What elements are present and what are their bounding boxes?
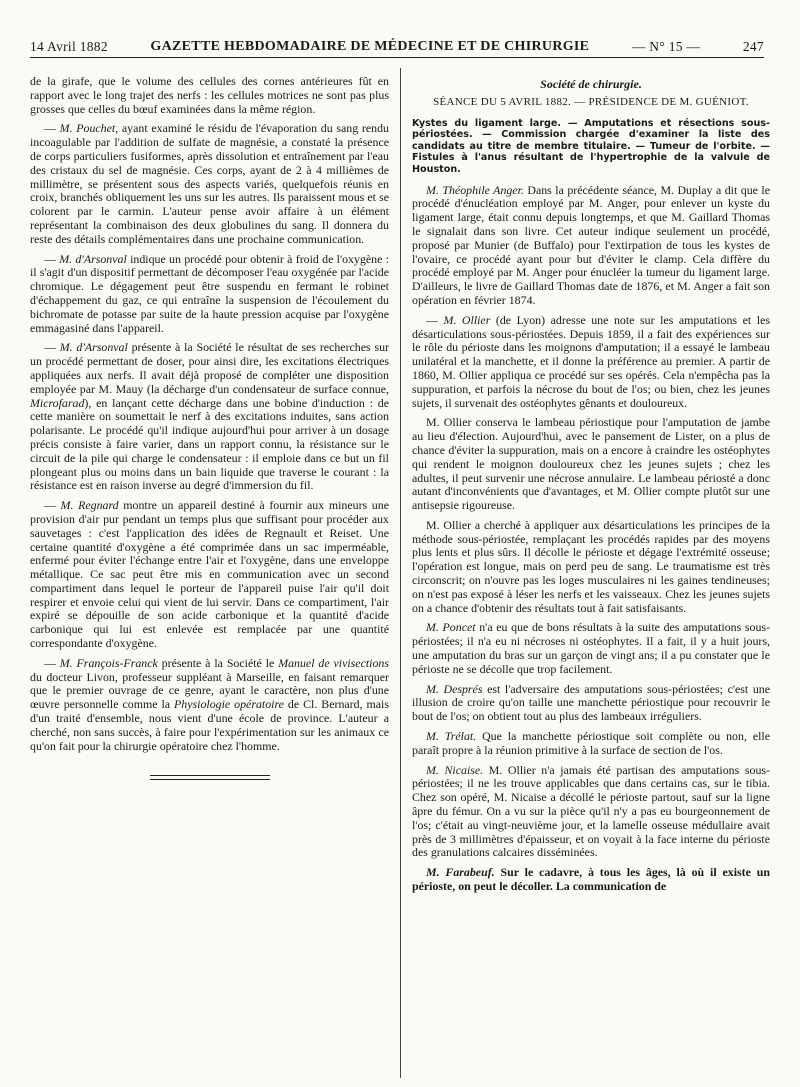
paragraph	[412, 866, 770, 894]
book-title: Physiologie opératoire	[174, 697, 284, 712]
header-issue-number: — N° 15 —	[631, 39, 701, 54]
speaker-name: M. Ollier	[443, 312, 491, 327]
paragraph: — M. d'Arsonval indique un procédé pour obtenir à froid de l'oxygène : il s'agit d'un dispositif permettant de décomposer l'eau oxygénée par l'acide chromique. Le dégagement peut être suspendu en fermant le robinet d'échappement du gaz, ce qui entraîne la suspension de l'écoulement du bichromate de potasse par suite de la haute pression acquise par l'oxygène emmagasiné dans l'appareil.	[30, 251, 389, 335]
paragraph-text: Sur le cadavre, à tous les âges, là où il existe un périoste, on peut le décoller. La communication de	[412, 865, 770, 894]
paragraph-text: présente à la Société le	[157, 655, 279, 670]
paragraph: de la girafe, que le volume des cellules des cornes antérieures fût en rapport avec le long trajet des nerfs : les cellules motrices ne sont pas plus grosses que celles du bœuf examinées dans la même région.	[30, 74, 389, 116]
section-end-rule	[150, 775, 270, 780]
page-header	[30, 33, 764, 58]
speaker-name: M. Poncet	[426, 620, 476, 635]
paragraph	[412, 683, 770, 724]
paragraph-text: Dans la précédente séance, M. Duplay a dit que le procédé d'énucléation employé par M. Anger, pour enlever un kyste du ligament large, était connu depuis longtemps, et que M. Gaillard Thomas le signalait dans son livre. Cet auteur indique seulement un procédé, proposé par Munier (de Buffalo) pour l'extirpation de tous les kystes de l'ovaire, ce procédé ayant pour but d'éviter le clamp. Cela diffère du procédé employé par M. Anger pour énucléer la tumeur du ligament large. D'ailleurs, le livre de Gaillard Thomas date de 1876, et M. Anger a fait son opération en février 1874.	[412, 182, 770, 307]
column-divider	[400, 68, 401, 1078]
speaker-name: M. Théophile Anger.	[426, 182, 524, 197]
speaker-name: M. Trélat.	[426, 729, 477, 744]
paragraph-text: ), en lançant cette décharge dans une bobine d'induction : de cette manière on soumettait le nerf à des excitations induites, sans action polarisante. Le procédé qu'il indique aujourd'hui pour arriver à un dosage précis consiste à faire varier, dans un rapport connu, la résistance sur le circuit de la pile qui charge le condensateur : il emploie dans ce but un fil plongeant plus ou moins dans un bain liquide que traverse le courant : la résistance est en raison inverse au degré d'immersion du fil.	[30, 395, 389, 493]
paragraph: — M. François-Franck présente à la Société le Manuel de vivisections du docteur Livon, professeur suppléant à Marseille, en faisant remarquer que le premier ouvrage de ce genre, ayant le caractère, non plus d'une œuvre personnelle comme la Physiologie opératoire de Cl. Bernard, mais d'un traité d'ensemble, nous vient d'une école de province. L'auteur a cherché, non sans succès, à faire pour l'expérimentation sur les animaux ce qu'on fait pour la chirurgie opératoire chez l'homme.	[30, 655, 389, 753]
italic-term: Microfarad	[30, 395, 85, 410]
paragraph-text: présente à la Société le résultat de ses recherches sur un procédé permettant de doser, pour ainsi dire, les excitations électriques appliquées aux nerfs. Il avait déjà proposé de compléter une disposition employée par M. Mauy (la décharge d'un condensateur de surface connue,	[30, 340, 389, 396]
paragraph-text: Que la manchette périostique soit complète ou non, elle paraît propre à la réunion primitive à la surface de section de l'os.	[412, 729, 770, 757]
paragraph	[412, 764, 770, 861]
paragraph	[412, 730, 770, 758]
speaker-name: M. d'Arsonval	[59, 251, 127, 266]
right-column	[412, 75, 770, 900]
paragraph-text: est l'adversaire des amputations sous-périostées; c'est une illusion de croire qu'on taille une manchette périostique pour recouvrir le bout de l'os; on obtient tout au plus des lambeaux irréguliers.	[412, 681, 770, 724]
paragraph: — M. Ollier (de Lyon) adresse une note sur les amputations et les désarticulations sous-périostées. Depuis 1859, il a fait des expériences sur le rôle du périoste dans les moignons d'amputation; il a essayé le lambeau unilatéral et la manchette, et il donne la préférence au premier. A partir de 1860, M. Ollier appliqua ce procédé sur ses opérés. Cela n'empêcha pas la suppuration, et parfois la nécrose du bout de l'os; ou bien, chez les jeunes sujets, il survenait des ostéophytes gênants et douloureux.	[412, 312, 770, 410]
paragraph-text: montre un appareil destiné à fournir aux mineurs une provision d'air pur pendant un temps plus que suffisant pour procéder aux sauvetages : c'est l'application des idées de Regnault et Reiset. Une certaine quantité d'oxygène a été comprimée dans un sac imperméable, enfermé pour éviter l'échange entre l'air et l'oxygène, dans une enveloppe métallique. Ce sac peut être mis en communication avec un second compartiment dans lequel le porteur de l'appareil puise l'air qu'il doit respirer et envoie celui qui vient de lui servir. Dans ce compartiment, l'air expiré se dépouille de son acide carbonique et la quantité d'acide carbonique qui lui est enlevée est remplacée par une quantité correspondante d'oxygène.	[30, 498, 389, 651]
paragraph-text: du docteur Livon, professeur suppléant à Marseille, en faisant remarquer que le premier ouvrage de ce genre, ayant le caractère, non plus d'une œuvre personnelle comme la	[30, 669, 389, 712]
paragraph: — M. d'Arsonval présente à la Société le résultat de ses recherches sur un procédé permettant de doser, pour ainsi dire, les excitations électriques appliquées aux nerfs. Il avait déjà proposé de compléter une disposition employée par M. Mauy (la décharge d'un condensateur de surface connue, Microfarad), en lançant cette décharge dans une bobine d'induction : de cette manière on soumettait le nerf à des excitations induites, sans action polarisante. Le procédé qu'il indique aujourd'hui pour arriver à un dosage précis consiste à faire varier, dans un rapport connu, la résistance sur le circuit de la pile qui charge le condensateur : il emploie dans ce but un fil plongeant plus ou moins dans un bain liquide que traverse le courant : la résistance est en raison inverse au degré d'immersion du fil.	[30, 340, 389, 493]
header-title: GAZETTE HEBDOMADAIRE DE MÉDECINE ET DE CHIRURGIE	[150, 39, 590, 54]
book-title: Manuel de vivisections	[278, 655, 389, 670]
paragraph: M. Ollier conserva le lambeau périostique pour l'amputation de jambe au lieu d'élection. Aujourd'hui, avec le pansement de Lister, on a plus de chance d'éviter la suppuration, mais on a encore à craindre les ostéophytes qui rendent le moignon douloureux chez les jeunes sujets ; chez les adultes, il peut survenir une nécrose annulaire. Le lambeau périosté a donc autant d'inconvénients que d'avantages, et M. Ollier compte plutôt sur une antisepsie rigoureuse.	[412, 415, 770, 513]
session-heading: SÉANCE DU 5 AVRIL 1882. — PRÉSIDENCE DE M. GUÉNIOT.	[433, 95, 749, 108]
paragraph	[412, 184, 770, 308]
speaker-name: M. d'Arsonval	[59, 340, 128, 355]
paragraph-text: M. Ollier n'a jamais été partisan des amputations sous-périostées; il ne les trouve applicables que dans certains cas, sur le tibia. Chez son opéré, M. Nicaise a décollé le périoste partout, sauf sur la ligne âpre du fémur. On a vu sur la pièce qu'il n'y a pas eu bourgeonnement de l'os; c'était au vingt-neuvième jour, et la lamelle osseuse médullaire avait près de 3 millimètres d'épaisseur, et on voyait à la face interne du périoste des granulations calcaires disséminées.	[412, 762, 770, 860]
paragraph-text: n'a eu que de bons résultats à la suite des amputations sous-périostées; il n'a eu ni nécroses ni ostéophytes. Il a fait, il y a huit jours, une amputation du bras sur un garçon de vingt ans; il a pu constater que le périoste ne se décolle que trop facilement.	[412, 620, 770, 676]
paragraph-text: (de Lyon) adresse une note sur les amputations et les désarticulations sous-périostées. Depuis 1859, il a fait des expériences sur le rôle du périoste dans les moignons d'amputation; il a essayé le lambeau unilatéral et la manchette, et il donne la préférence au premier. A partir de 1860, M. Ollier appliqua ce procédé sur ses opérés. Cela n'empêcha pas la suppuration, et parfois la nécrose du bout de l'os; ou bien, chez les jeunes sujets, il survenait des ostéophytes gênants et douloureux.	[412, 312, 770, 410]
paragraph	[412, 621, 770, 676]
paragraph: — M. Pouchet, ayant examiné le résidu de l'évaporation du sang rendu incoagulable par l'addition de sulfate de magnésie, a constaté la présence de corps particuliers fusiformes, après dissolution et entraînement par l'eau des cristaux du sel de magnésie. Ces corps, ayant de 2 à 4 millièmes de millimètre, se présentent sous des aspects variés, quelquefois réunis en croix, branchés obliquement les uns sur les autres. Ils paraissent mous et se colorent par le carmin. L'auteur pense avoir affaire à un élément représentant la combinaison des deux globulines du sang. Il donnera du reste des détails complémentaires dans une prochaine communication.	[30, 121, 389, 246]
header-page-number: 247	[742, 39, 764, 54]
speaker-name: M. Nicaise.	[426, 762, 484, 777]
left-column	[30, 75, 389, 780]
speaker-name: M. Farabeuf.	[426, 865, 495, 880]
speaker-name: M. Pouchet,	[59, 121, 119, 136]
speaker-name: M. François-Franck	[59, 655, 158, 670]
session-summary: Kystes du ligament large. — Amputations et résections sous-périostées. — Commission chargée d'examiner la liste des candidats au titre de membre titulaire. — Tumeur de l'orbite. — Fistules à l'anus résultant de l'hypertrophie de la valvule de Houston.	[412, 117, 770, 175]
paragraph: M. Ollier a cherché à appliquer aux désarticulations les principes de la méthode sous-périostée, remplaçant les procédés rapides par des moyens plus lents et plus sûrs. Il décolle le périoste et dégage l'extrémité osseuse; l'opération est longue, mais on perd peu de sang. Le traumatisme est très circonscrit; on n'ouvre pas les loges musculaires ni les gaines tendineuses; on n'est pas exposé à léser les nerfs et les vaisseaux. Chez les jeunes sujets on a chance d'obtenir des résultats tout à fait satisfaisants.	[412, 517, 770, 615]
society-heading: Société de chirurgie.	[540, 77, 642, 91]
paragraph: — M. Regnard montre un appareil destiné à fournir aux mineurs une provision d'air pur pendant un temps plus que suffisant pour procéder aux sauvetages : c'est l'application des idées de Regnault et Reiset. Une certaine quantité d'oxygène a été comprimée dans un sac imperméable, enfermé pour éviter l'échange entre l'air et l'oxygène, dans une enveloppe métallique. Ce sac peut être mis en communication avec un second compartiment dans lequel le porteur de l'appareil puise l'air qu'il doit respirer et envoie celui qui vient de lui servir. Dans ce compartiment, l'air expiré se dépouille de son acide carbonique et la quantité d'acide carbonique qui lui est enlevée est remplacée par une quantité correspondante d'oxygène.	[30, 498, 389, 651]
paragraph-text: ayant examiné le résidu de l'évaporation du sang rendu incoagulable par l'addition de sulfate de magnésie, a constaté la présence de corps particuliers fusiformes, après dissolution et entraînement par l'eau des cristaux du sel de magnésie. Ces corps, ayant de 2 à 4 millièmes de millimètre, se présentent sous des aspects variés, quelquefois réunis en croix, branchés obliquement les uns sur les autres. Ils paraissent mous et se colorent par le carmin. L'auteur pense avoir affaire à un élément représentant la combinaison des deux globulines du sang. Il donnera du reste des détails complémentaires dans une prochaine communication.	[30, 121, 389, 246]
speaker-name: M. Després	[426, 681, 483, 696]
header-date: 14 Avril 1882	[30, 39, 108, 54]
paragraph-text: indique un procédé pour obtenir à froid de l'oxygène : il s'agit d'un dispositif permettant de décomposer l'eau oxygénée par l'acide chromique. Le dégagement peut être suspendu en fermant le robinet d'échappement du gaz, ce qui entraîne la suspension de l'écoulement du bichromate de potasse par suite de la haute pression acquise par l'oxygène emmagasiné dans l'appareil.	[30, 251, 389, 335]
paragraph-text: de Cl. Bernard, mais d'un traité d'ensemble, nous vient d'une école de province. L'auteur a cherché, non sans succès, à faire pour l'expérimentation sur les animaux ce qu'on fait pour la chirurgie opératoire chez l'homme.	[30, 697, 389, 753]
speaker-name: M. Regnard	[60, 498, 119, 513]
